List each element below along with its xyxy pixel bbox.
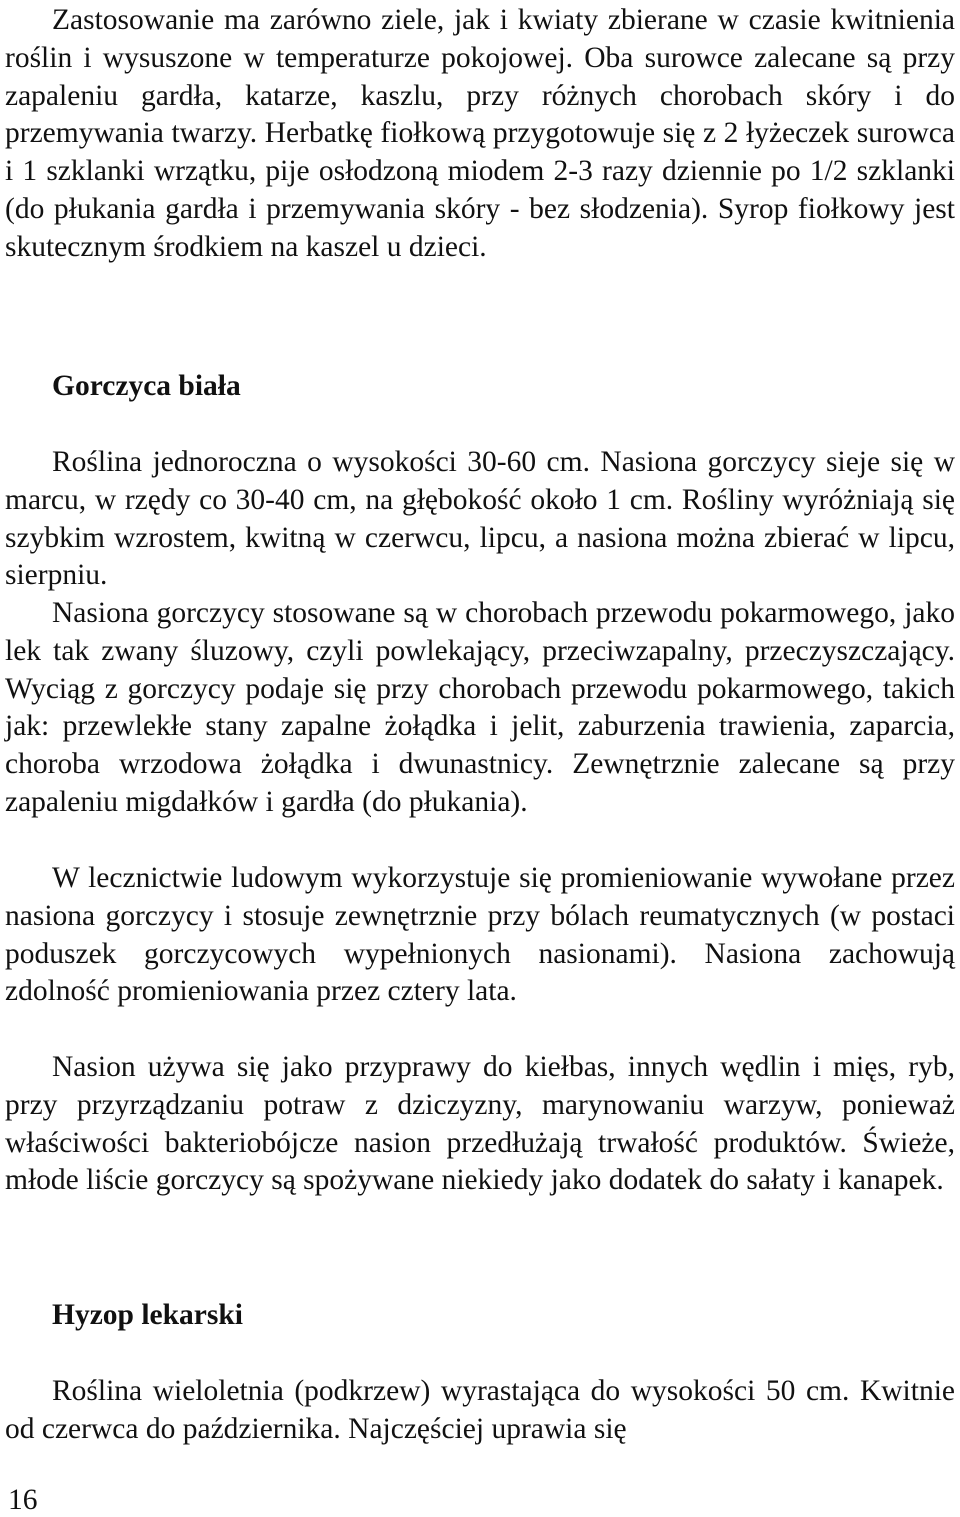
paragraph-hyzop-1: Roślina wieloletnia (podkrzew) wyrastająca do wysokości 50 cm. Kwitnie od czerwca do października. Najczęściej uprawia się [5,1375,955,1445]
section-heading-gorczyca: Gorczyca biała [52,370,241,402]
paragraph-gorczyca-4: Nasion używa się jako przyprawy do kiełbas, innych wędlin i mięs, ryb, przy przyrządzaniu potraw z dziczyzny, marynowaniu warzyw, ponieważ właściwości bakteriobójcze nasion przedłużają trwałość produktów. Świeże, młode liście gorczycy są spożywane niekiedy jako dodatek do sałaty i kanapek. [5,1051,955,1197]
paragraph-gorczyca-1: Roślina jednoroczna o wysokości 30-60 cm. Nasiona gorczycy sieje się w marcu, w rzędy co 30-40 cm, na głębokość około 1 cm. Rośliny wyróżniają się szybkim wzrostem, kwitną w czerwcu, lipcu, a nasiona można zbierać w lipcu, sierpniu. [5,446,955,592]
paragraph-gorczyca-2: Nasiona gorczycy stosowane są w chorobach przewodu pokarmowego, jako lek tak zwany śluzowy, czyli powlekający, przeciwzapalny, przeczyszczający. Wyciąg z gorczycy podaje się przy chorobach przewodu pokarmowego, takich jak: przewlekłe stany zapalne żołądka i jelit, zaburzenia trawienia, zaparcia, choroba wrzodowa żołądka i dwunastnicy. Zewnętrznie zalecane są przy zapaleniu migdałków i gardła (do płukania). [5,597,955,818]
section-heading-hyzop: Hyzop lekarski [52,1299,243,1331]
page-number: 16 [8,1484,38,1516]
paragraph-gorczyca-3: W lecznictwie ludowym wykorzystuje się promieniowanie wywołane przez nasiona gorczycy i stosuje zewnętrznie przy bólach reumatycznych (w postaci poduszek gorczycowych wypełnionych nasionami). Nasiona zachowują zdolność promieniowania przez cztery lata. [5,862,955,1008]
intro-paragraph: Zastosowanie ma zarówno ziele, jak i kwiaty zbierane w czasie kwitnienia roślin i wysuszone w temperaturze pokojowej. Oba surowce zalecane są przy zapaleniu gardła, katarze, kaszlu, przy różnych chorobach skóry i do przemywania twarzy. Herbatkę fiołkową przygotowuje się z 2 łyżeczek surowca i 1 szklanki wrzątku, pije osłodzoną miodem 2-3 razy dziennie po 1/2 szklanki (do płukania gardła i przemywania skóry - bez słodzenia). Syrop fiołkowy jest skutecznym środkiem na kaszel u dzieci. [5,4,955,263]
